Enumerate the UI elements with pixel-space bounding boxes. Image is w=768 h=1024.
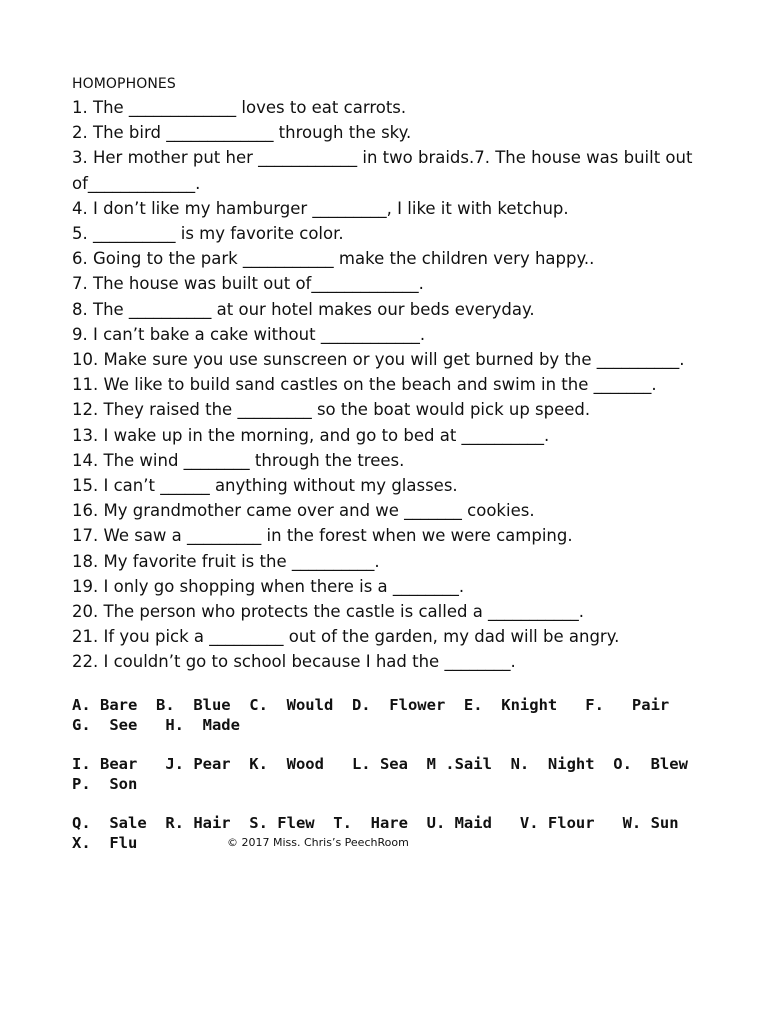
- question-11: 11. We like to build sand castles on the beach and swim in the _______.: [72, 375, 657, 395]
- question-1: 1. The _____________ loves to eat carrots.: [72, 98, 407, 117]
- question-5: 5. __________ is my favorite color.: [72, 224, 344, 244]
- question-3: 3. Her mother put her ____________ in two braids.7. The house was built out of_____________.: [72, 148, 693, 193]
- question-22: 22. I couldn’t go to school because I had the ________.: [72, 652, 516, 672]
- question-18: 18. My favorite fruit is the __________.: [72, 551, 380, 571]
- answer-bank-line: I. Bear J. Pear K. Wood L. Sea M .Sail N. Night O. Blew: [72, 755, 688, 773]
- question-17: 17. We saw a _________ in the forest when we were camping.: [72, 526, 573, 546]
- question-16: 16. My grandmother came over and we _______ cookies.: [72, 501, 535, 521]
- answer-bank-spacer: [72, 735, 702, 754]
- question-19: 19. I only go shopping when there is a ________.: [72, 576, 465, 596]
- answer-bank-line: G. See H. Made: [72, 716, 240, 734]
- question-7: 7. The house was built out of_____________.: [72, 274, 424, 294]
- answer-bank: [72, 695, 702, 853]
- question-list: [72, 95, 702, 675]
- question-8: 8. The __________ at our hotel makes our beds everyday.: [72, 299, 535, 319]
- question-4: 4. I don’t like my hamburger _________, I like it with ketchup.: [72, 198, 569, 218]
- answer-bank-line: A. Bare B. Blue C. Would D. Flower E. Knight F. Pair: [72, 696, 670, 714]
- question-20: 20. The person who protects the castle is called a ___________.: [72, 602, 585, 622]
- question-13: 13. I wake up in the morning, and go to bed at __________.: [72, 425, 550, 445]
- answer-bank-line: Q. Sale R. Hair S. Flew T. Hare U. Maid V. Flour W. Sun: [72, 814, 679, 832]
- question-6: 6. Going to the park ___________ make the children very happy..: [72, 249, 595, 269]
- copyright-notice: © 2017 Miss. Chris’s PeechRoom: [227, 836, 409, 849]
- answer-bank-spacer: [72, 794, 702, 813]
- worksheet-title: HOMOPHONES: [72, 76, 176, 92]
- question-12: 12. They raised the _________ so the boat would pick up speed.: [72, 400, 591, 420]
- question-2: 2. The bird _____________ through the sky.: [72, 123, 412, 143]
- question-10: 10. Make sure you use sunscreen or you will get burned by the __________.: [72, 350, 685, 370]
- answer-bank-line: P. Son: [72, 775, 138, 793]
- question-21: 21. If you pick a _________ out of the garden, my dad will be angry.: [72, 627, 620, 647]
- question-9: 9. I can’t bake a cake without ____________.: [72, 324, 426, 344]
- answer-bank-line: X. Flu: [72, 834, 138, 852]
- question-15: 15. I can’t ______ anything without my glasses.: [72, 476, 458, 496]
- question-14: 14. The wind ________ through the trees.: [72, 450, 405, 470]
